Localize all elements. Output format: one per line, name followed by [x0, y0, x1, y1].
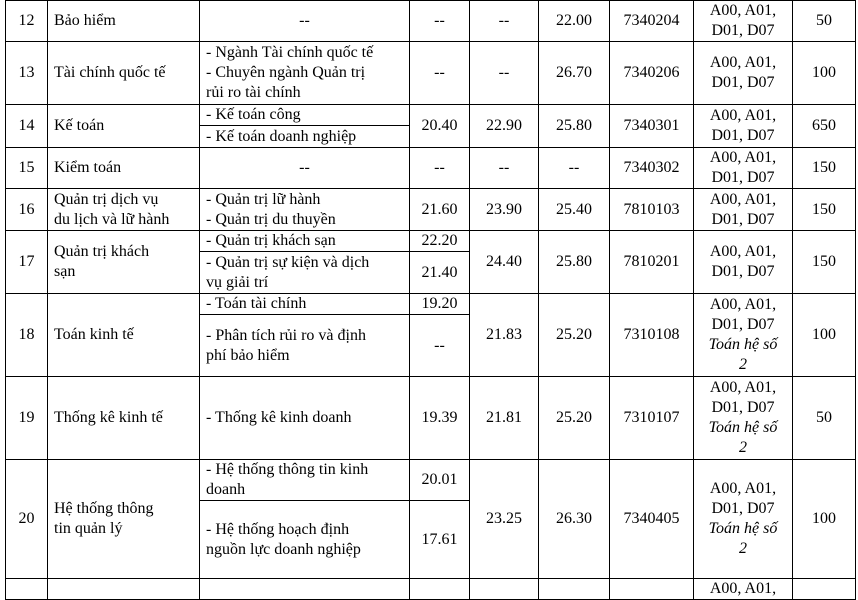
score-3: 25.20	[539, 294, 610, 377]
score-1: 21.40	[410, 252, 470, 294]
subject-combination	[694, 294, 793, 377]
major-line: rủi ro tài chính	[206, 84, 301, 101]
score-3: 25.40	[539, 189, 610, 231]
specialization: - Thống kê kinh doanh	[200, 377, 410, 460]
major-line: - Quản trị lữ hành	[206, 190, 321, 208]
major-line: phí bảo hiểm	[206, 346, 290, 364]
program-name: Bảo hiểm	[48, 1, 200, 42]
combo-line: A00, A01,	[709, 243, 777, 260]
combo-line-note: 2	[739, 439, 747, 456]
name-line: Quản trị khách	[54, 243, 150, 260]
combo-line: D01, D07	[711, 399, 775, 416]
major-line: - Chuyên ngành Quản trị	[206, 64, 366, 81]
table-row	[6, 231, 856, 252]
combo-line: D01, D07	[711, 74, 775, 91]
specialization	[200, 460, 410, 501]
score-1	[410, 579, 470, 600]
score-2: 21.81	[470, 377, 539, 460]
subject-combination	[694, 231, 793, 294]
combo-line-note: 2	[739, 540, 747, 557]
combo-line: A00, A01,	[709, 296, 777, 313]
combo-line: A00, A01,	[709, 480, 777, 497]
program-code: 7340204	[610, 1, 694, 42]
program-code: 7340301	[610, 105, 694, 148]
row-number: 16	[6, 189, 48, 231]
quota: 100	[793, 460, 856, 579]
subject-combination	[694, 42, 793, 105]
combo-line: A00, A01,	[709, 149, 777, 166]
name-line: Quản trị dịch vụ	[54, 190, 159, 208]
program-name: Kế toán	[48, 105, 200, 148]
subject-combination	[694, 105, 793, 148]
score-2: 23.90	[470, 189, 539, 231]
program-name	[48, 231, 200, 294]
score-3: 26.30	[539, 460, 610, 579]
program-name	[48, 579, 200, 600]
score-1: 20.01	[410, 460, 470, 501]
score-1: 17.61	[410, 501, 470, 579]
major-line: - Quản trị du thuyền	[206, 210, 336, 228]
table-row	[6, 105, 856, 126]
name-line: du lịch và lữ hành	[54, 210, 170, 228]
row-number: 19	[6, 377, 48, 460]
score-3	[539, 579, 610, 600]
specialization: --	[200, 1, 410, 42]
row-number: 15	[6, 148, 48, 189]
quota: 100	[793, 294, 856, 377]
score-1: 19.39	[410, 377, 470, 460]
combo-line-note: Toán hệ số	[708, 419, 778, 436]
quota	[793, 579, 856, 600]
subject-combination	[694, 377, 793, 460]
score-3: 22.00	[539, 1, 610, 42]
score-1: 20.40	[410, 105, 470, 148]
subject-combination	[694, 148, 793, 189]
combo-line: A00, A01,	[709, 2, 777, 19]
admission-score-table	[5, 0, 856, 600]
specialization	[200, 315, 410, 377]
specialization: - Quản trị khách sạn	[200, 231, 410, 252]
combo-line-note: Toán hệ số	[708, 336, 778, 353]
score-2: --	[470, 1, 539, 42]
row-number: 14	[6, 105, 48, 148]
name-line: Hệ thống thông	[54, 500, 154, 517]
score-1: 21.60	[410, 189, 470, 231]
major-line: - Ngành Tài chính quốc tế	[206, 44, 374, 61]
specialization: - Kế toán công	[200, 105, 410, 126]
major-line: - Quản trị sự kiện và dịch	[206, 253, 370, 271]
score-1: --	[410, 315, 470, 377]
score-2: 21.83	[470, 294, 539, 377]
combo-line-note: Toán hệ số	[708, 520, 778, 537]
combo-line: D01, D07	[711, 263, 775, 280]
combo-line: D01, D07	[711, 500, 775, 517]
score-1: --	[410, 1, 470, 42]
row-number: 13	[6, 42, 48, 105]
score-2	[470, 579, 539, 600]
combo-line-note: 2	[739, 356, 747, 373]
table-row	[6, 1, 856, 42]
quota: 150	[793, 231, 856, 294]
combo-line: D01, D07	[711, 210, 775, 228]
subject-combination	[694, 1, 793, 42]
score-1: 19.20	[410, 294, 470, 315]
score-3: 26.70	[539, 42, 610, 105]
program-code: 7340405	[610, 460, 694, 579]
program-name: Toán kinh tế	[48, 294, 200, 377]
table-row	[6, 460, 856, 501]
specialization	[200, 42, 410, 105]
major-line: - Hệ thống thông tin kinh	[206, 461, 369, 478]
quota: 50	[793, 377, 856, 460]
major-line: doanh	[206, 481, 246, 498]
table-row	[6, 42, 856, 105]
specialization	[200, 252, 410, 294]
score-2: 24.40	[470, 231, 539, 294]
row-number: 18	[6, 294, 48, 377]
program-name: Thống kê kinh tế	[48, 377, 200, 460]
row-number: 20	[6, 460, 48, 579]
combo-line: D01, D07	[711, 316, 775, 333]
quota: 100	[793, 42, 856, 105]
score-1: --	[410, 42, 470, 105]
program-name: Kiểm toán	[48, 148, 200, 189]
combo-line: A00, A01,	[709, 190, 777, 208]
table-row	[6, 377, 856, 460]
major-line: - Hệ thống hoạch định	[206, 520, 350, 538]
table-row	[6, 148, 856, 189]
score-1: --	[410, 148, 470, 189]
name-line: tin quản lý	[54, 520, 123, 537]
score-3: 25.80	[539, 231, 610, 294]
row-number: 12	[6, 1, 48, 42]
subject-combination: A00, A01,	[694, 579, 793, 600]
quota: 150	[793, 189, 856, 231]
program-name: Tài chính quốc tế	[48, 42, 200, 105]
table-row-cut	[6, 579, 856, 600]
quota: 650	[793, 105, 856, 148]
program-code: 7310108	[610, 294, 694, 377]
combo-line: A00, A01,	[709, 54, 777, 71]
major-line: nguồn lực doanh nghiệp	[206, 540, 361, 558]
program-code: 7810201	[610, 231, 694, 294]
combo-line: A00, A01,	[709, 379, 777, 396]
score-2: --	[470, 42, 539, 105]
specialization: --	[200, 148, 410, 189]
row-number: 17	[6, 231, 48, 294]
program-name	[48, 189, 200, 231]
specialization	[200, 501, 410, 579]
score-1: 22.20	[410, 231, 470, 252]
combo-line: A00, A01,	[709, 107, 777, 124]
program-code: 7310107	[610, 377, 694, 460]
table-row	[6, 189, 856, 231]
major-line: - Phân tích rủi ro và định	[206, 326, 366, 344]
combo-line: D01, D07	[711, 169, 775, 186]
subject-combination	[694, 189, 793, 231]
name-line: sạn	[54, 263, 76, 280]
major-line: vụ giải trí	[206, 273, 269, 291]
combo-line: D01, D07	[711, 127, 775, 144]
score-2: 22.90	[470, 105, 539, 148]
program-code: 7340302	[610, 148, 694, 189]
row-number	[6, 579, 48, 600]
specialization	[200, 189, 410, 231]
program-name	[48, 460, 200, 579]
score-3: 25.20	[539, 377, 610, 460]
subject-combination	[694, 460, 793, 579]
admission-table-wrapper	[5, 0, 856, 600]
program-code	[610, 579, 694, 600]
specialization	[200, 579, 410, 600]
program-code: 7340206	[610, 42, 694, 105]
table-row	[6, 294, 856, 315]
score-3: 25.80	[539, 105, 610, 148]
score-2: --	[470, 148, 539, 189]
score-3: --	[539, 148, 610, 189]
quota: 150	[793, 148, 856, 189]
quota: 50	[793, 1, 856, 42]
score-2: 23.25	[470, 460, 539, 579]
program-code: 7810103	[610, 189, 694, 231]
combo-line: D01, D07	[711, 22, 775, 39]
specialization: - Kế toán doanh nghiệp	[200, 126, 410, 148]
specialization: - Toán tài chính	[200, 294, 410, 315]
